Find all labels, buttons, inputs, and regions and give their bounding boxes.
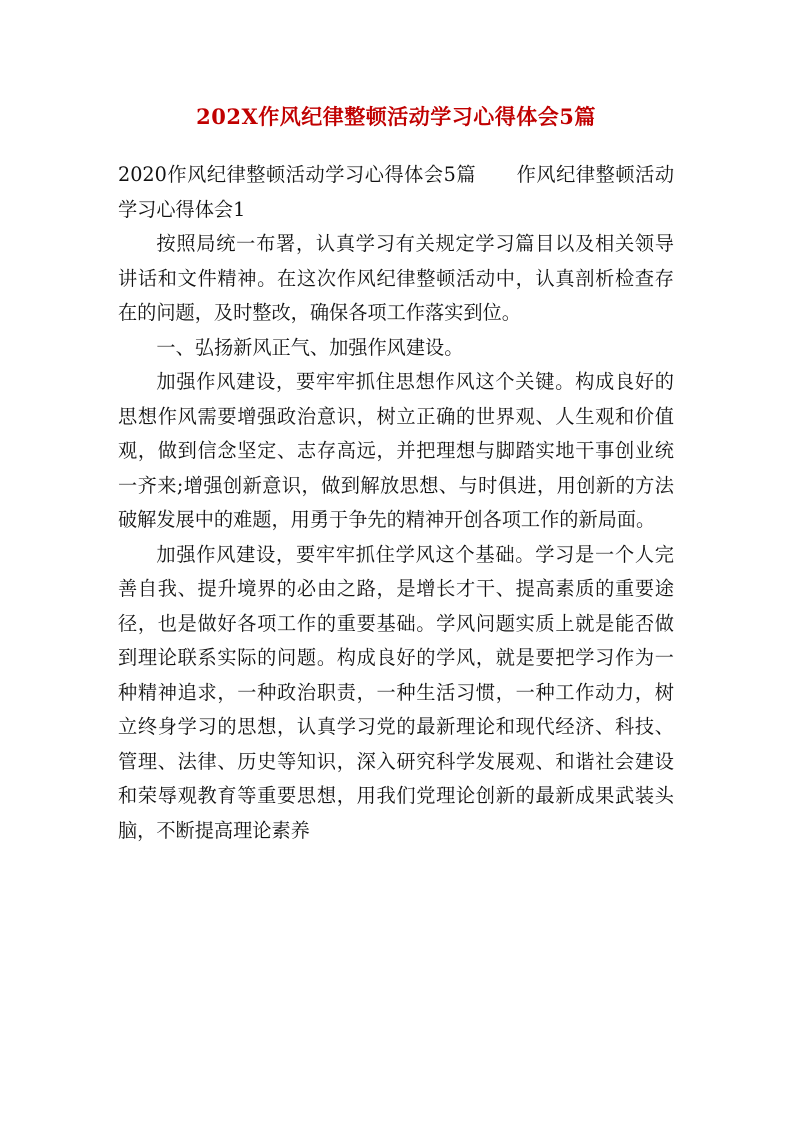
document-page xyxy=(118,100,674,848)
paragraph-study-style: 加强作风建设，要牢牢抓住学风这个基础。学习是一个人完善自我、提升境界的必由之路，是增长才干、提高素质的重要途径，也是做好各项工作的重要基础。学风问题实质上就是能否做到理论联系实际的问题。构成良好的学风，就是要把学习作为一种精神追求，一种政治职责，一种生活习惯，一种工作动力，树立终身学习的思想，认真学习党的最新理论和现代经济、科技、管理、法律、历史等知识，深入研究科学发展观、和谐社会建设和荣辱观教育等重要思想，用我们党理论创新的最新成果武装头脑，不断提高理论素养 xyxy=(118,542,674,842)
paragraph-intro: 按照局统一布署，认真学习有关规定学习篇目以及相关领导讲话和文件精神。在这次作风纪律整顿活动中，认真剖析检查存在的问题，及时整改，确保各项工作落实到位。 xyxy=(118,232,674,324)
document-title: 202X作风纪律整顿活动学习心得体会5篇 xyxy=(196,104,596,129)
document-subtitle xyxy=(118,158,674,227)
paragraph-thought-style: 加强作风建设，要牢牢抓住思想作风这个关键。构成良好的思想作风需要增强政治意识，树立正确的世界观、人生观和价值观，做到信念坚定、志存高远，并把理想与脚踏实地干事创业统一齐来;增强创新意识，做到解放思想、与时俱进，用创新的方法破解发展中的难题，用勇于争先的精神开创各项工作的新局面。 xyxy=(118,370,674,531)
subtitle-part-1: 2020作风纪律整顿活动学习心得体会5篇 xyxy=(118,163,477,186)
section-heading-1: 一、弘扬新风正气、加强作风建设。 xyxy=(156,335,464,359)
subtitle-part-2: 作风纪律整顿活动学习心得体会1 xyxy=(118,163,675,221)
